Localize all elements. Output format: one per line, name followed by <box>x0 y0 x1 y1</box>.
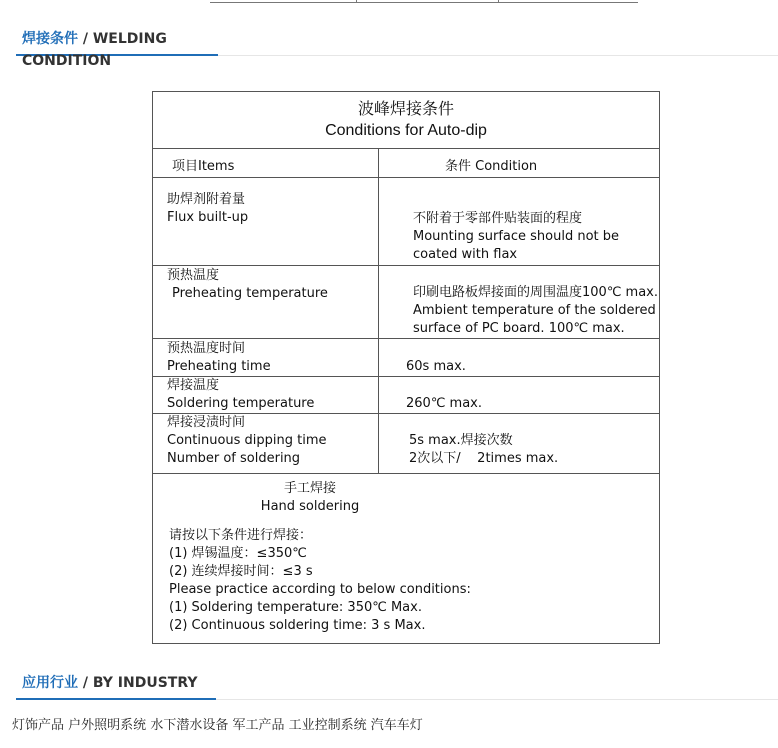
table-row <box>153 178 660 266</box>
industry-section-header <box>16 673 778 700</box>
table-row <box>153 414 660 474</box>
industry-item[interactable]: 军工产品 <box>232 718 285 733</box>
item-en: Number of soldering <box>167 451 301 466</box>
table-title-zh: 波峰焊接条件 <box>357 99 454 118</box>
industry-item[interactable]: 工业控制系统 <box>288 718 367 733</box>
condition-line: Mounting surface should not be <box>413 229 620 244</box>
table-title-cell <box>153 92 660 149</box>
welding-section-header <box>16 29 778 69</box>
item-zh: 预热温度 <box>167 268 220 283</box>
welding-title-zh: 焊接条件 <box>22 31 78 47</box>
condition-line: coated with flax <box>413 247 518 262</box>
industry-title-zh: 应用行业 <box>22 675 78 691</box>
condition-line: 60s max. <box>406 359 466 374</box>
industry-title-en: / BY INDUSTRY <box>78 675 198 691</box>
hand-line: Please practice according to below conditions: <box>169 582 471 597</box>
condition-line: 5s max.焊接次数 <box>409 433 513 448</box>
condition-line: 印刷电路板焊接面的周围温度100℃ max. <box>413 285 659 300</box>
condition-line: Ambient temperature of the soldered <box>413 303 656 318</box>
table-row <box>153 339 660 377</box>
header-items: 项目Items <box>153 149 379 178</box>
hand-soldering-row <box>153 474 660 644</box>
condition-line: surface of PC board. 100℃ max. <box>413 321 625 336</box>
industry-list <box>12 714 423 733</box>
item-en: Continuous dipping time <box>167 433 327 448</box>
item-en: Soldering temperature <box>167 396 315 411</box>
hand-line: (2) Continuous soldering time: 3 s Max. <box>169 618 426 633</box>
item-zh: 焊接温度 <box>167 378 220 393</box>
table-title-en: Conditions for Auto-dip <box>325 122 487 139</box>
table-row <box>153 266 660 339</box>
table-row <box>153 377 660 414</box>
item-zh: 焊接浸渍时间 <box>167 415 246 430</box>
condition-line: 2次以下/ 2times max. <box>409 451 559 466</box>
hand-line: 请按以下条件进行焊接： <box>169 528 313 543</box>
hand-title-zh: 手工焊接 <box>283 481 336 496</box>
item-zh: 预热温度时间 <box>167 341 246 356</box>
hand-line: (2) 连续焊接时间：≤3 s <box>169 564 313 579</box>
hand-line: (1) Soldering temperature: 350℃ Max. <box>169 600 422 615</box>
item-en: Preheating temperature <box>172 286 328 301</box>
condition-line: 不附着于零部件贴装面的程度 <box>413 211 583 226</box>
item-en: Flux built-up <box>167 210 249 225</box>
condition-line: 260℃ max. <box>406 396 483 411</box>
header-condition: 条件 Condition <box>379 149 660 178</box>
item-en: Preheating time <box>167 359 271 374</box>
item-zh: 助焊剂附着量 <box>167 192 246 207</box>
industry-item[interactable]: 汽车车灯 <box>370 718 423 733</box>
welding-title-en: / WELDING CONDITION <box>22 31 167 69</box>
hand-line: (1) 焊锡温度：≤350℃ <box>169 546 307 561</box>
welding-condition-table <box>152 91 660 644</box>
industry-item[interactable]: 灯饰产品 <box>12 718 65 733</box>
top-divider <box>210 0 638 3</box>
hand-title-en: Hand soldering <box>260 499 360 514</box>
industry-item[interactable]: 户外照明系统 <box>68 718 147 733</box>
industry-item[interactable]: 水下潜水设备 <box>150 718 229 733</box>
